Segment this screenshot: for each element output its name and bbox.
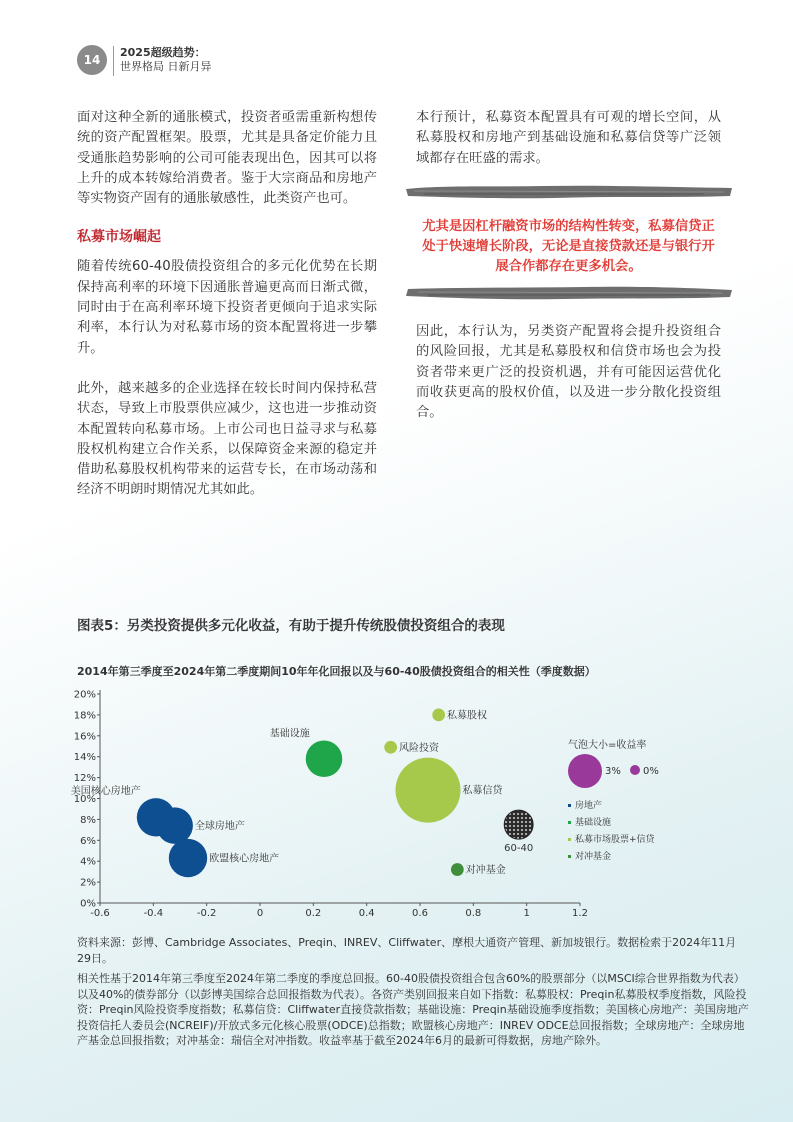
bubble-label: 私募股权 <box>447 710 488 722</box>
y-tick-label: 10% <box>73 794 96 805</box>
y-tick-label: 12% <box>73 773 96 785</box>
legend-swatch <box>568 821 571 824</box>
chart-labels <box>71 708 533 876</box>
bubble-私募信贷 <box>396 758 461 823</box>
y-tick-label: 20% <box>73 689 96 701</box>
right-paragraph-1: 本行预计，私募资本配置具有可观的增长空间，从私募股权和房地产到基础设施和私募信贷等广泛领域都存在旺盛的需求。 <box>416 110 721 166</box>
bubble-欧盟核心房地产 <box>169 839 207 877</box>
legend-label: 对冲基金 <box>575 852 612 862</box>
bubble-chart <box>60 680 700 920</box>
y-tick-label: 6% <box>80 835 96 847</box>
bubble-label: 基础设施 <box>269 728 310 740</box>
header-title-line1: 2025超级趋势： <box>120 46 206 59</box>
bubble-风险投资 <box>384 741 397 754</box>
legend-swatch <box>568 804 571 807</box>
section-heading: 私募市场崛起 <box>77 229 161 246</box>
bubble-私募股权 <box>432 709 445 722</box>
bubble-60-40 <box>504 810 533 839</box>
x-tick-label: 0.4 <box>358 908 375 919</box>
x-tick-label: -0.6 <box>90 908 110 919</box>
right-paragraph-2: 因此，本行认为，另类资产配置将会提升投资组合的风险回报，尤其是私募股权和信贷市场也会为投资者带来更广泛的投资机遇，并有可能因运营优化而收获更高的股权价值，以及进一步分散化投资组合。 <box>416 324 721 421</box>
bubble-label: 欧盟核心房地产 <box>209 853 280 865</box>
size-legend-bubble-large <box>568 754 602 788</box>
bubble-label: 全球房地产 <box>194 821 245 833</box>
y-tick-label: 0% <box>80 898 96 910</box>
bubble-label: 风险投资 <box>399 742 440 754</box>
x-tick-label: 0.2 <box>305 908 322 919</box>
header-title <box>120 46 212 74</box>
left-column <box>77 108 377 501</box>
pull-quote: 尤其是因杠杆融资市场的结构性转变，私募信贷正处于快速增长阶段，无论是直接贷款还是与银行开展合作都存在更多机会。 <box>422 219 715 274</box>
legend-label: 基础设施 <box>575 818 612 828</box>
chart-title: 2014年第三季度至2024年第二季度期间10年年化回报以及与60-40股债投资组合的相关性（季度数据） <box>77 665 596 678</box>
brush-stroke-bottom <box>404 284 734 302</box>
x-tick-label: 0 <box>256 908 264 919</box>
header-divider <box>113 46 114 76</box>
bubble-label: 对冲基金 <box>465 865 506 877</box>
source-note: 资料来源：彭博、Cambridge Associates、Preqin、INREV、Cliffwater、摩根大通资产管理、新加坡银行。数据检索于2024年11月29日。 <box>77 936 737 965</box>
page-number: 14 <box>77 45 107 75</box>
y-tick-label: 4% <box>80 856 96 868</box>
x-tick-label: 1.2 <box>572 908 588 919</box>
legend-swatch <box>568 855 571 858</box>
y-tick-label: 8% <box>80 814 96 826</box>
methodology-note: 相关性基于2014年第三季度至2024年第二季度的季度总回报。60-40股债投资组合包含60%的股票部分（以MSCI综合世界指数为代表）以及40%的债券部分（以彭博美国综合总回报指数为代表）。各资产类别回报来自如下指数：私募股权：Preqin私募股权季度指数，风险投资：Preqin风险投资季度指数；私募信贷：Cliffwater直接贷款指数；基础设施：Preqin基础设施季度指数；美国核心房地产：美国房地产投资信托人委员会(NCREIF)/开放式多元化核心股票(ODCE)总指数；欧盟核心房地产：INREV ODCE总回报指数；全球房地产：全球房地产基金总回报指数；对冲基金：瑞信全对冲指数。收益率基于截至2024年6月的最新可得数据，房地产除外。 <box>77 972 749 1047</box>
size-legend-label: 0% <box>643 766 659 777</box>
legend-label: 私募市场股票+信贷 <box>575 835 655 845</box>
brush-stroke-top <box>404 183 734 201</box>
x-tick-label: 1 <box>523 908 530 919</box>
bubble-全球房地产 <box>156 807 193 844</box>
bubble-label: 60-40 <box>504 843 534 855</box>
legend-label: 房地产 <box>575 801 603 811</box>
size-legend-bubble-small <box>630 765 640 775</box>
y-tick-label: 14% <box>73 752 96 764</box>
bubble-对冲基金 <box>451 863 464 876</box>
x-tick-label: 0.8 <box>465 908 482 919</box>
left-paragraph-3: 此外，越来越多的企业选择在较长时间内保持私营状态，导致上市股票供应减少，这也进一步推动资本配置转向私募市场。上市公司也日益寻求与私募股权机构建立合作关系，以保障资金来源的稳定并借助私募股权机构带来的运营专长，在市场动荡和经济不明朗时期情况尤其如此。 <box>77 380 377 498</box>
chart-legend <box>568 738 659 862</box>
left-paragraph-2: 随着传统60-40股债投资组合的多元化优势在长期保持高利率的环境下因通胀普遍更高而日渐式微，同时由于在高利率环境下投资者更倾向于追求实际利率，本行认为对私募市场的资本配置将进一步攀升。 <box>77 259 377 356</box>
y-tick-label: 2% <box>80 877 96 889</box>
size-legend-title: 气泡大小=收益率 <box>568 740 647 751</box>
x-tick-label: -0.4 <box>143 908 164 919</box>
x-tick-label: 0.6 <box>412 908 428 919</box>
bubble-label: 私募信贷 <box>462 785 503 797</box>
bubble-基础设施 <box>306 741 343 778</box>
left-paragraph-1: 面对这种全新的通胀模式，投资者亟需重新构想传统的资产配置框架。股票，尤其是具备定价能力且受通胀趋势影响的公司可能表现出色，因其可以将上升的成本转嫁给消费者。鉴于大宗商品和房地产等实物资产固有的通胀敏感性，此类资产也可。 <box>77 110 377 207</box>
y-tick-label: 16% <box>73 731 96 743</box>
size-legend-label: 3% <box>605 766 621 777</box>
y-tick-label: 18% <box>73 710 96 722</box>
bubble-label: 美国核心房地产 <box>70 786 141 798</box>
header-title-line2: 世界格局 日新月异 <box>120 60 212 73</box>
figure-title: 图表5：另类投资提供多元化收益，有助于提升传统股债投资组合的表现 <box>77 618 505 634</box>
x-tick-label: -0.2 <box>196 908 217 919</box>
legend-swatch <box>568 838 571 841</box>
